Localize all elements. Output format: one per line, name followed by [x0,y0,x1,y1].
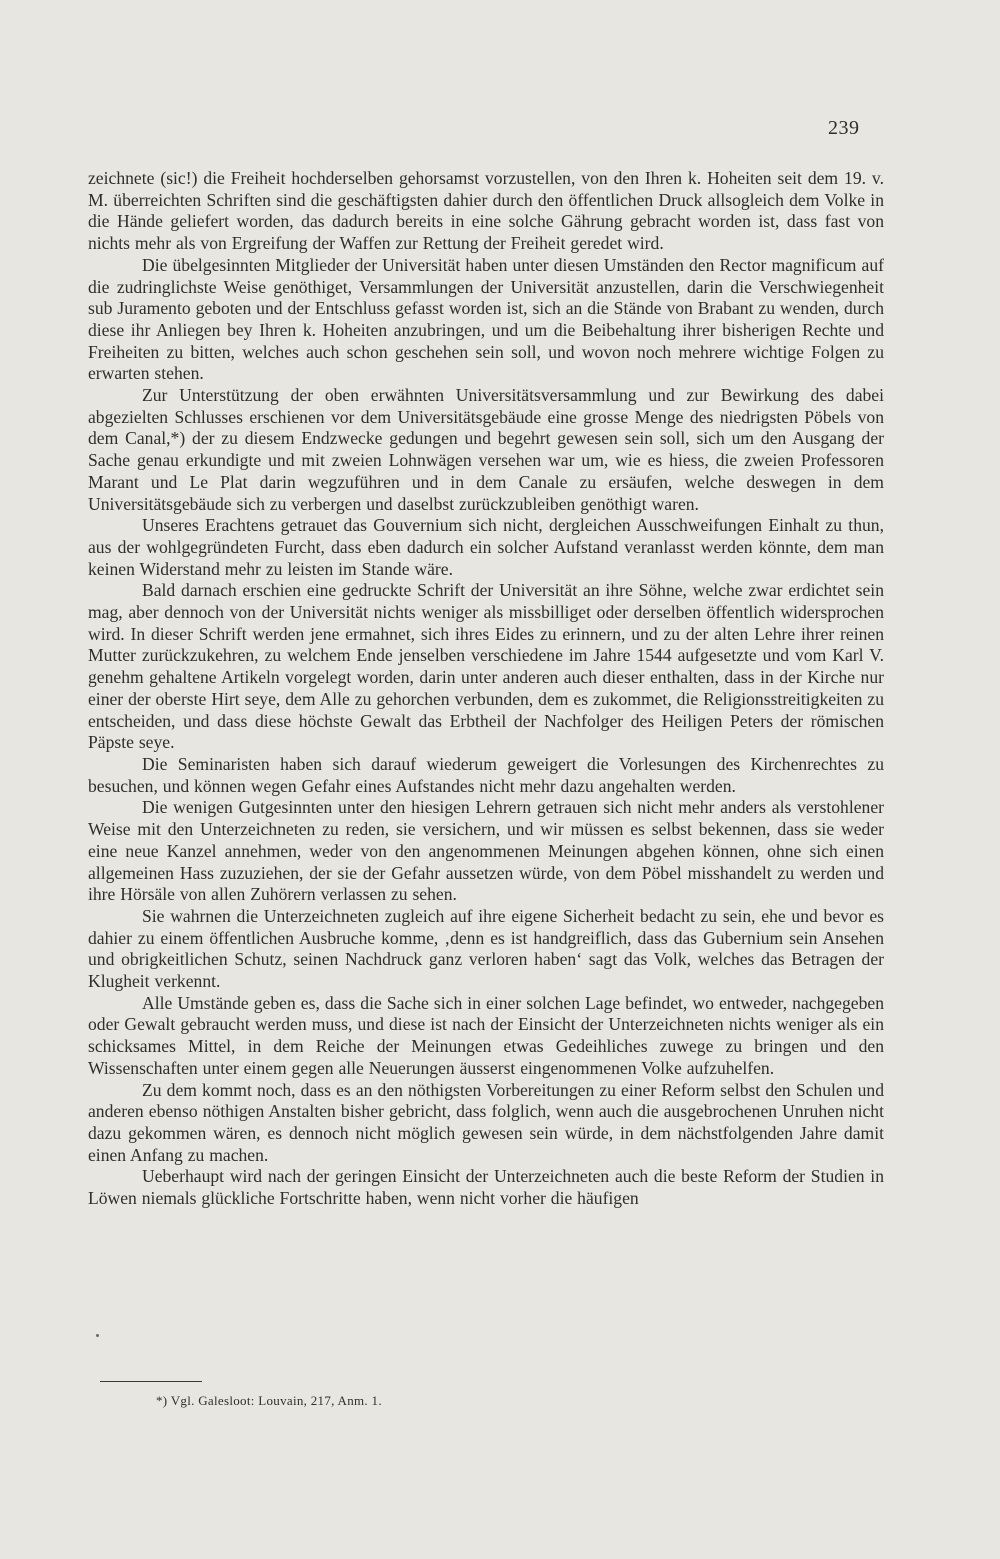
paragraph-6: Die Seminaristen haben sich darauf wiederum geweigert die Vorlesungen des Kirchenrechtes zu besuchen, und können wegen Gefahr eines Aufstandes nicht mehr dazu angehalten werden. [88,753,884,796]
paragraph-2: Die übelgesinnten Mitglieder der Universität haben unter diesen Umständen den Rector magnificum auf die zudringlichste Weise genöthiget, Versammlungen der Universität anzustellen, darin die Verschwiegenheit sub Juramento geboten und der Entschluss gefasst worden ist, sich an die Stände von Brabant zu wenden, durch diese ihr Anliegen bey Ihren k. Hoheiten anzubringen, und um die Beibehaltung ihrer bisherigen Rechte und Freiheiten zu bitten, welches auch schon geschehen sein soll, und wovon noch mehrere wichtige Folgen zu erwarten stehen. [88,254,884,384]
paragraph-1: zeichnete (sic!) die Freiheit hochderselben gehorsamst vorzustellen, von den Ihren k. Hoheiten seit dem 19. v. M. überreichten Schriften sind die geschäftigsten dahier durch den öffentlichen Druck allsogleich dem Volke in die Hände geliefert worden, das dadurch bereits in eine solche Gährung gebracht worden ist, dass fast von nichts mehr als von Ergreifung der Waffen zur Rettung der Freiheit geredet wird. [88,168,884,254]
page-number: 239 [828,117,860,139]
paper-speck [96,1334,99,1337]
paragraph-9: Alle Umstände geben es, dass die Sache sich in einer solchen Lage befindet, wo entweder, nachgegeben oder Gewalt gebraucht werden muss, und diese ist nach der Einsicht der Unterzeichneten nichts weniger als ein schicksames Mittel, in dem Reiche der Meinungen etwas Gedeihliches zuwege zu bringen und den Wissenschaften unter einem gegen alle Neuerungen äusserst eingenommenen Volke aufzuhelfen. [88,992,884,1078]
paragraph-3: Zur Unterstützung der oben erwähnten Universitätsversammlung und zur Bewirkung des dabei abgezielten Schlusses erschienen vor dem Universitätsgebäude eine grosse Menge des niedrigsten Pöbels von dem Canal,*) der zu diesem Endzwecke gedungen und begehrt gewesen sein soll, sich um den Ausgang der Sache genau erkundigte und mit zweien Lohnwägen versehen war um, wie es hiess, die zweien Professoren Marant und Le Plat darin wegzuführen und in dem Canale zu ersäufen, welche deswegen in dem Universitätsgebäude sich zu verbergen und daselbst zurückzubleiben genöthigt waren. [88,385,884,514]
footnote: *) Vgl. Galesloot: Louvain, 217, Anm. 1. [156,1393,382,1408]
paragraph-10: Zu dem kommt noch, dass es an den nöthigsten Vorbereitungen zu einer Reform selbst den Schulen und anderen ebenso nöthigen Anstalten bisher gebricht, dass folglich, wenn auch die ausgebrochenen Unruhen nicht dazu gekommen wären, es dennoch nicht möglich gewesen sein würde, in dem nächstfolgenden Jahre damit einen Anfang zu machen. [88,1079,884,1165]
paragraph-8: Sie wahrnen die Unterzeichneten zugleich auf ihre eigene Sicherheit bedacht zu sein, ehe und bevor es dahier zu einem öffentlichen Ausbruche komme, ‚denn es ist handgreiflich, dass das Gubernium sein Ansehen und obrigkeitlichen Schutz, seinen Nachdruck ganz verloren haben‘ sagt das Volk, welches das Betragen der Klugheit verkennt. [88,905,884,992]
body-text [88,168,884,1210]
paragraph-11: Ueberhaupt wird nach der geringen Einsicht der Unterzeichneten auch die beste Reform der Studien in Löwen niemals glückliche Fortschritte haben, wenn nicht vorher die häufigen [88,1166,884,1209]
footnote-divider [100,1381,202,1382]
paragraph-5: Bald darnach erschien eine gedruckte Schrift der Universität an ihre Söhne, welche zwar erdichtet sein mag, aber dennoch von der Universität nichts weniger als missbilliget oder derselben öffentlich widersprochen wird. In dieser Schrift werden jene ermahnet, sich ihres Eides zu erinnern, und zu der alten Lehre ihrer reinen Mutter zurückzukehren, zu welchem Ende jenselben verschiedene im Jahre 1544 aufgesetzte und vom Karl V. genehm gehaltene Artikeln vorgelegt worden, darin unter anderen auch dieser enthalten, dass in der Kirche nur einer der oberste Hirt seye, dem Alle zu gehorchen verbunden, dem es zukommet, die Religionsstreitigkeiten zu entscheiden, und dass diese höchste Gewalt das Erbtheil der Nachfolger des Heiligen Peters der römischen Päpste seye. [88,580,884,753]
paragraph-7: Die wenigen Gutgesinnten unter den hiesigen Lehrern getrauen sich nicht mehr anders als verstohlener Weise mit den Unterzeichneten zu reden, sie versichern, und wir müssen es selbst bekennen, dass sie weder eine neue Kanzel annehmen, weder von den angenommenen Meinungen abgehen können, ohne sich einen allgemeinen Hass zuzuziehen, der sie der Gefahr aussetzen würde, von dem Pöbel misshandelt zu werden und ihre Hörsäle von allen Zuhörern verlassen zu sehen. [88,797,884,905]
paragraph-4: Unseres Erachtens getrauet das Gouvernium sich nicht, dergleichen Ausschweifungen Einhalt zu thun, aus der wohlgegründeten Furcht, dass eben dadurch ein solcher Aufstand veranlasst werden könnte, dem man keinen Widerstand mehr zu leisten im Stande wäre. [88,515,884,579]
